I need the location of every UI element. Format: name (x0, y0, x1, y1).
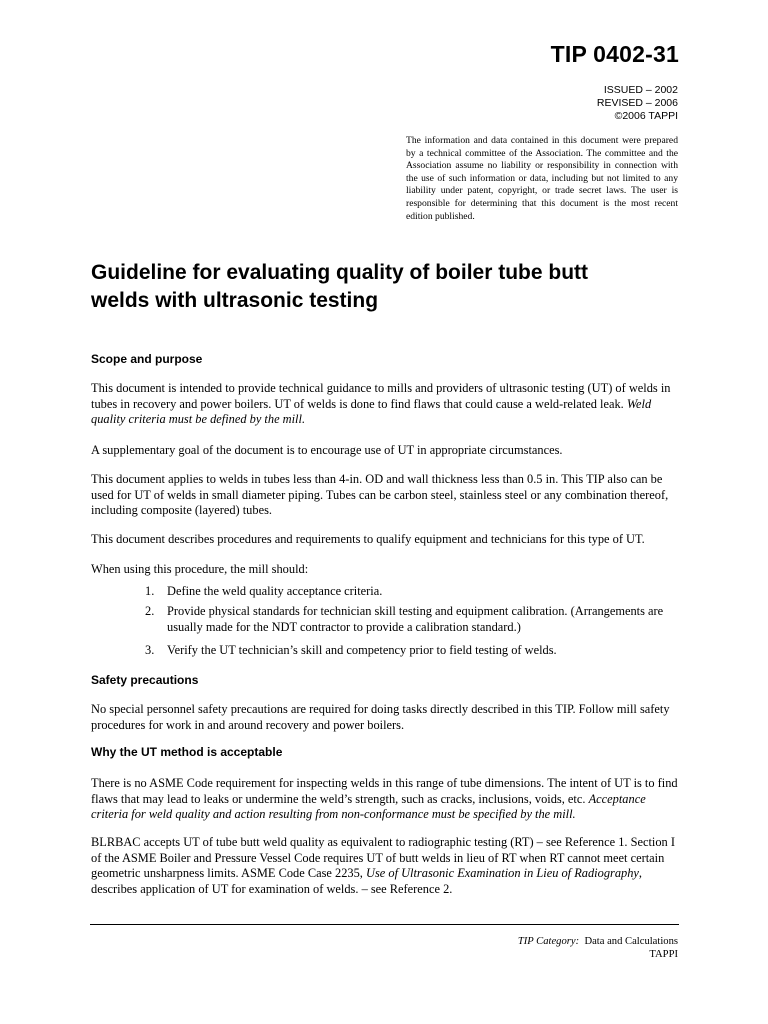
safety-paragraph: No special personnel safety precautions are required for doing tasks directly described in this TIP. Follow mill safety procedures for work in and around recovery and power boilers. (91, 702, 670, 732)
scope-heading: Scope and purpose (91, 352, 203, 366)
footer-publisher: TAPPI (649, 949, 678, 960)
list-item (145, 584, 665, 600)
tip-number: TIP 0402-31 (550, 41, 679, 67)
why-ut-paragraph-2 (91, 835, 681, 897)
why-ut-paragraph-1 (91, 776, 681, 823)
scope-paragraph-1 (91, 381, 681, 428)
document-title (91, 259, 691, 315)
document-title-line-1: Guideline for evaluating quality of boiler tube butt (91, 261, 589, 284)
list-item-number: 2. (145, 604, 155, 618)
scope-paragraph-3: This document applies to welds in tubes less than 4-in. OD and wall thickness less than 0.5 in. This TIP also can be used for UT of welds in small diameter piping. Tubes can be carbon steel, stainless steel or any combination thereof, including composite (layered) tubes. (91, 472, 669, 517)
why-ut-heading: Why the UT method is acceptable (91, 745, 283, 759)
footer-category-value: Data and Calculations (584, 936, 678, 947)
scope-paragraph-5: When using this procedure, the mill should: (91, 562, 309, 576)
list-item-number: 1. (145, 584, 155, 598)
document-title-line-2: welds with ultrasonic testing (91, 289, 379, 312)
scope-paragraph-2: A supplementary goal of the document is to encourage use of UT in appropriate circumstances. (91, 443, 563, 457)
copyright-notice: ©2006 TAPPI (614, 110, 678, 122)
disclaimer-text: The information and data contained in this document were prepared by a technical committee of the Association. The committee and the Association assume no liability or responsibility in connection with the use of such information or data, including but not limited to any liability under patent, copyright, or trade secret laws. The user is responsible for determining that this document is the most recent edition published. (406, 135, 678, 222)
footer-category (518, 935, 678, 948)
list-item (145, 643, 665, 659)
scope-paragraph-1-emphasis: Weld quality criteria must be defined by the mill. (91, 396, 652, 426)
scope-paragraph-1-text: This document is intended to provide technical guidance to mills and providers of ultrasonic testing (UT) of welds in tubes in recovery and power boilers. UT of welds is done to find flaws that could cause a weld-related leak. (91, 381, 671, 411)
footer-category-label: TIP Category: (517, 936, 580, 947)
issued-date: ISSUED – 2002 (603, 84, 678, 96)
list-item-text: Verify the UT technician’s skill and competency prior to field testing of welds. (167, 643, 557, 657)
why-ut-paragraph-1-text: There is no ASME Code requirement for inspecting welds in this range of tube dimensions. The intent of UT is to find flaws that may lead to leaks or undermine the weld’s strength, such as cracks, inclusions, voids, etc. (91, 776, 678, 806)
list-item-text: Provide physical standards for technician skill testing and equipment calibration. (Arrangements are usually made for the NDT contractor to provide a calibration standard.) (167, 604, 664, 634)
safety-heading: Safety precautions (91, 673, 199, 687)
list-item-text: Define the weld quality acceptance criteria. (167, 584, 383, 598)
list-item-number: 3. (145, 643, 155, 657)
revised-date: REVISED – 2006 (596, 97, 678, 109)
why-ut-paragraph-2-tail: , describes application of UT for examination of welds. – see Reference 2. (91, 866, 643, 896)
footer-divider (90, 924, 679, 925)
scope-paragraph-4: This document describes procedures and requirements to qualify equipment and technicians for this type of UT. (91, 532, 645, 546)
list-item (145, 604, 665, 636)
why-ut-paragraph-1-emphasis: Acceptance criteria for weld quality and action resulting from non-conformance must be specified by the mill. (91, 791, 646, 821)
code-case-title: Use of Ultrasonic Examination in Lieu of Radiography (366, 866, 639, 880)
why-ut-paragraph-2-text: BLRBAC accepts UT of tube butt weld quality as equivalent to radiographic testing (RT) – see Reference 1. Section I of the ASME Boiler and Pressure Vessel Code requires UT of butt welds in lieu of RT when RT cannot meet certain geometric unsharpness limits. ASME Code Case 2235, (91, 835, 675, 880)
